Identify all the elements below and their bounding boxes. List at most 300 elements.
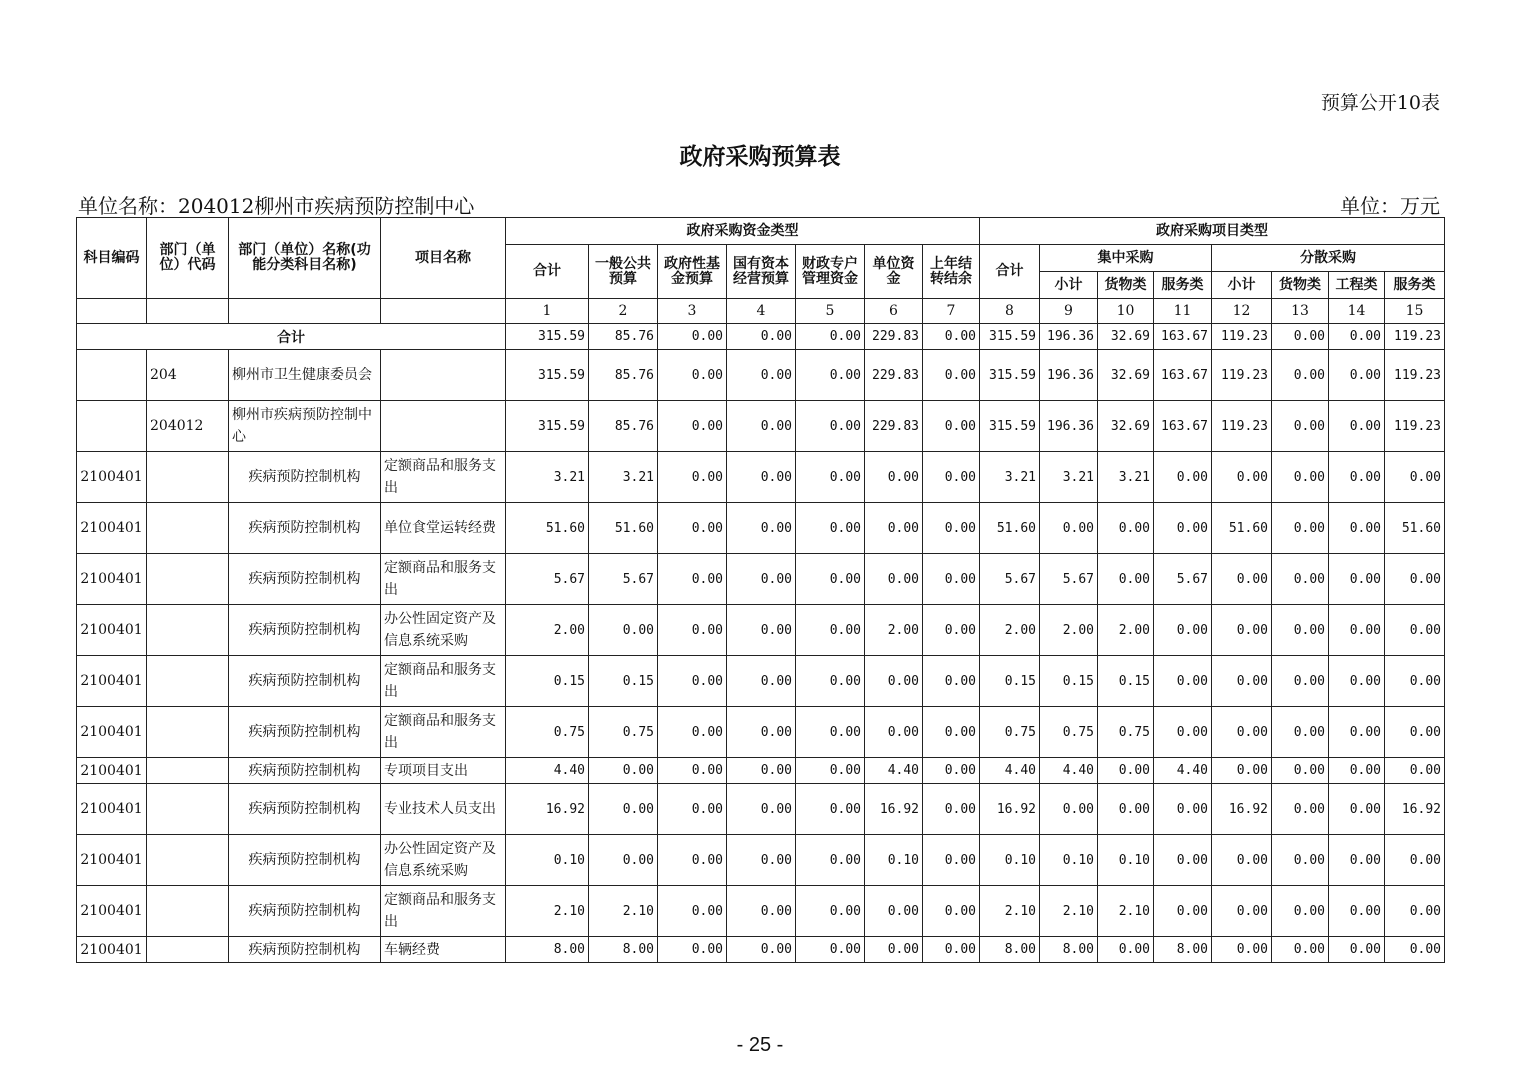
value-cell: 315.59: [980, 401, 1040, 452]
col-unit-fund: 单位资金: [865, 245, 923, 299]
dept-code-cell: 204: [147, 350, 229, 401]
value-cell: 3.21: [506, 452, 589, 503]
unit-name: 单位名称：204012柳州市疾病预防控制中心: [78, 194, 475, 218]
value-cell: 0.00: [1272, 784, 1329, 835]
value-cell: 163.67: [1154, 401, 1212, 452]
value-cell: 51.60: [980, 503, 1040, 554]
value-cell: 0.00: [1154, 656, 1212, 707]
subject-code-cell: 2100401: [77, 554, 147, 605]
value-cell: 0.00: [1272, 835, 1329, 886]
page-number: - 25 -: [736, 1034, 784, 1056]
page-title: 政府采购预算表: [679, 144, 841, 170]
value-cell: 16.92: [980, 784, 1040, 835]
value-cell: 0.00: [1212, 835, 1272, 886]
value-cell: 5.67: [980, 554, 1040, 605]
value-cell: 0.00: [658, 554, 727, 605]
col-group-fund-type: 政府采购资金类型: [506, 218, 980, 245]
value-cell: 0.00: [1272, 937, 1329, 963]
value-cell: 0.15: [506, 656, 589, 707]
subject-code-cell: 2100401: [77, 886, 147, 937]
value-cell: 0.00: [1272, 554, 1329, 605]
value-cell: 0.00: [796, 401, 865, 452]
value-cell: 0.00: [658, 656, 727, 707]
subject-code-cell: 2100401: [77, 707, 147, 758]
spacer-cell: [77, 299, 147, 324]
value-cell: 0.00: [1329, 835, 1385, 886]
value-cell: 51.60: [589, 503, 658, 554]
value-cell: 119.23: [1212, 401, 1272, 452]
value-cell: 0.00: [796, 707, 865, 758]
value-cell: 0.00: [1272, 401, 1329, 452]
column-number: 10: [1098, 299, 1154, 324]
value-cell: 0.00: [1329, 503, 1385, 554]
value-cell: 0.00: [865, 554, 923, 605]
table-row: [77, 656, 1445, 707]
value-cell: 0.00: [589, 835, 658, 886]
col-general-budget: 一般公共预算: [589, 245, 658, 299]
value-cell: 0.00: [865, 707, 923, 758]
value-cell: 85.76: [589, 350, 658, 401]
col-project-name: 项目名称: [381, 218, 506, 299]
value-cell: 119.23: [1385, 401, 1445, 452]
value-cell: 0.75: [589, 707, 658, 758]
value-cell: 0.00: [727, 401, 796, 452]
value-cell: 5.67: [506, 554, 589, 605]
table-row: [77, 937, 1445, 963]
subject-code-cell: 2100401: [77, 452, 147, 503]
value-cell: 0.00: [1098, 758, 1154, 784]
subject-code-cell: 2100401: [77, 605, 147, 656]
value-cell: 0.00: [727, 656, 796, 707]
value-cell: 0.00: [1098, 503, 1154, 554]
column-number: 4: [727, 299, 796, 324]
value-cell: 0.00: [1154, 605, 1212, 656]
value-cell: 0.00: [658, 350, 727, 401]
total-value-cell: 119.23: [1385, 324, 1445, 350]
dept-code-cell: [147, 758, 229, 784]
value-cell: 0.00: [1329, 656, 1385, 707]
dept-name-cell: 柳州市卫生健康委员会: [229, 350, 381, 401]
table-row: [77, 886, 1445, 937]
table-row: [77, 835, 1445, 886]
dept-code-cell: [147, 937, 229, 963]
spacer-cell: [381, 299, 506, 324]
value-cell: 0.00: [727, 937, 796, 963]
value-cell: 229.83: [865, 401, 923, 452]
total-value-cell: 0.00: [658, 324, 727, 350]
procurement-budget-table: [76, 217, 1445, 963]
value-cell: 0.00: [796, 835, 865, 886]
project-name-cell: 单位食堂运转经费: [381, 503, 506, 554]
subject-code-cell: 2100401: [77, 937, 147, 963]
value-cell: 0.00: [1098, 937, 1154, 963]
value-cell: 4.40: [1040, 758, 1098, 784]
subject-code-cell: 2100401: [77, 656, 147, 707]
project-name-cell: 定额商品和服务支出: [381, 656, 506, 707]
value-cell: 0.00: [923, 605, 980, 656]
value-cell: 5.67: [1154, 554, 1212, 605]
table-body: [77, 324, 1445, 963]
value-cell: 16.92: [1385, 784, 1445, 835]
value-cell: 2.00: [1040, 605, 1098, 656]
total-value-cell: 315.59: [980, 324, 1040, 350]
value-cell: 16.92: [865, 784, 923, 835]
column-number: 11: [1154, 299, 1212, 324]
value-cell: 0.00: [865, 452, 923, 503]
dept-name-cell: 疾病预防控制机构: [229, 835, 381, 886]
value-cell: 0.75: [980, 707, 1040, 758]
value-cell: 16.92: [1212, 784, 1272, 835]
subject-code-cell: 2100401: [77, 835, 147, 886]
value-cell: 163.67: [1154, 350, 1212, 401]
value-cell: 0.00: [658, 886, 727, 937]
value-cell: 315.59: [506, 350, 589, 401]
value-cell: 0.00: [1098, 784, 1154, 835]
value-cell: 0.00: [1385, 937, 1445, 963]
col-scattered-services: 服务类: [1385, 272, 1445, 299]
col-group-central: 集中采购: [1040, 245, 1212, 272]
col-group-project-type: 政府采购项目类型: [980, 218, 1445, 245]
col-dept-code: 部门（单位）代码: [147, 218, 229, 299]
value-cell: 8.00: [506, 937, 589, 963]
total-value-cell: 0.00: [1272, 324, 1329, 350]
value-cell: 8.00: [980, 937, 1040, 963]
value-cell: 0.75: [1040, 707, 1098, 758]
value-cell: 0.00: [796, 350, 865, 401]
value-cell: 0.00: [1040, 503, 1098, 554]
value-cell: 0.00: [1154, 835, 1212, 886]
value-cell: 0.00: [796, 784, 865, 835]
value-cell: 32.69: [1098, 401, 1154, 452]
dept-name-cell: 疾病预防控制机构: [229, 656, 381, 707]
table-row: [77, 452, 1445, 503]
dept-name-cell: 柳州市疾病预防控制中心: [229, 401, 381, 452]
column-number: 1: [506, 299, 589, 324]
value-cell: 0.00: [923, 784, 980, 835]
value-cell: 0.00: [1212, 886, 1272, 937]
value-cell: 0.00: [865, 503, 923, 554]
column-number-row: [77, 299, 1445, 324]
dept-code-cell: [147, 707, 229, 758]
col-dept-name: 部门（单位）名称(功能分类科目名称): [229, 218, 381, 299]
value-cell: 0.00: [1212, 605, 1272, 656]
value-cell: 0.10: [1098, 835, 1154, 886]
value-cell: 2.10: [1098, 886, 1154, 937]
value-cell: 0.00: [727, 554, 796, 605]
value-cell: 0.00: [658, 605, 727, 656]
value-cell: 0.10: [980, 835, 1040, 886]
col-scattered-works: 工程类: [1329, 272, 1385, 299]
value-cell: 0.10: [1040, 835, 1098, 886]
dept-code-cell: 204012: [147, 401, 229, 452]
value-cell: 0.00: [1329, 937, 1385, 963]
value-cell: 0.00: [727, 503, 796, 554]
value-cell: 0.00: [1098, 554, 1154, 605]
table-row: [77, 758, 1445, 784]
dept-code-cell: [147, 554, 229, 605]
value-cell: 0.00: [1329, 452, 1385, 503]
total-row: [77, 324, 1445, 350]
project-name-cell: 车辆经费: [381, 937, 506, 963]
value-cell: 0.00: [1154, 707, 1212, 758]
value-cell: 0.00: [1212, 758, 1272, 784]
total-value-cell: 0.00: [923, 324, 980, 350]
value-cell: 0.15: [1098, 656, 1154, 707]
table-row: [77, 784, 1445, 835]
value-cell: 0.00: [1329, 350, 1385, 401]
value-cell: 0.00: [1385, 605, 1445, 656]
col-scattered-goods: 货物类: [1272, 272, 1329, 299]
value-cell: 51.60: [506, 503, 589, 554]
value-cell: 0.00: [1329, 886, 1385, 937]
value-cell: 229.83: [865, 350, 923, 401]
col-gov-fund: 政府性基金预算: [658, 245, 727, 299]
column-number: 14: [1329, 299, 1385, 324]
value-cell: 119.23: [1385, 350, 1445, 401]
col-central-goods: 货物类: [1098, 272, 1154, 299]
value-cell: 0.00: [1212, 452, 1272, 503]
total-value-cell: 0.00: [1329, 324, 1385, 350]
value-cell: 2.10: [980, 886, 1040, 937]
subject-code-cell: 2100401: [77, 503, 147, 554]
column-number: 8: [980, 299, 1040, 324]
value-cell: 0.00: [1212, 656, 1272, 707]
total-value-cell: 85.76: [589, 324, 658, 350]
value-cell: 0.00: [1272, 707, 1329, 758]
table-row: [77, 350, 1445, 401]
value-cell: 0.00: [1272, 886, 1329, 937]
value-cell: 2.00: [980, 605, 1040, 656]
value-cell: 0.00: [796, 656, 865, 707]
value-cell: 0.00: [1385, 452, 1445, 503]
value-cell: 0.00: [1329, 707, 1385, 758]
total-value-cell: 315.59: [506, 324, 589, 350]
subject-code-cell: [77, 350, 147, 401]
value-cell: 0.00: [658, 835, 727, 886]
value-cell: 0.00: [1385, 707, 1445, 758]
value-cell: 4.40: [980, 758, 1040, 784]
value-cell: 4.40: [865, 758, 923, 784]
column-number: 6: [865, 299, 923, 324]
value-cell: 0.00: [796, 452, 865, 503]
value-cell: 0.00: [923, 707, 980, 758]
value-cell: 196.36: [1040, 401, 1098, 452]
column-number: 3: [658, 299, 727, 324]
value-cell: 0.00: [1154, 452, 1212, 503]
value-cell: 8.00: [1154, 937, 1212, 963]
value-cell: 0.00: [923, 835, 980, 886]
value-cell: 0.00: [1272, 656, 1329, 707]
value-cell: 0.15: [589, 656, 658, 707]
col-state-capital: 国有资本经营预算: [727, 245, 796, 299]
value-cell: 119.23: [1212, 350, 1272, 401]
value-cell: 32.69: [1098, 350, 1154, 401]
value-cell: 0.00: [1329, 758, 1385, 784]
value-cell: 0.00: [923, 452, 980, 503]
dept-code-cell: [147, 503, 229, 554]
value-cell: 315.59: [506, 401, 589, 452]
value-cell: 4.40: [1154, 758, 1212, 784]
value-cell: 0.00: [727, 605, 796, 656]
column-number: 13: [1272, 299, 1329, 324]
value-cell: 2.00: [865, 605, 923, 656]
column-number: 7: [923, 299, 980, 324]
project-name-cell: 定额商品和服务支出: [381, 452, 506, 503]
value-cell: 0.00: [1040, 784, 1098, 835]
value-cell: 0.00: [796, 758, 865, 784]
value-cell: 0.00: [589, 758, 658, 784]
value-cell: 0.00: [1272, 758, 1329, 784]
project-name-cell: 办公性固定资产及信息系统采购: [381, 605, 506, 656]
total-value-cell: 0.00: [727, 324, 796, 350]
dept-name-cell: 疾病预防控制机构: [229, 937, 381, 963]
value-cell: 0.15: [980, 656, 1040, 707]
project-name-cell: 定额商品和服务支出: [381, 707, 506, 758]
subject-code-cell: 2100401: [77, 784, 147, 835]
value-cell: 0.00: [658, 937, 727, 963]
value-cell: 0.00: [923, 937, 980, 963]
table-row: [77, 554, 1445, 605]
value-cell: 5.67: [1040, 554, 1098, 605]
value-cell: 0.00: [1385, 835, 1445, 886]
dept-code-cell: [147, 886, 229, 937]
value-cell: 0.00: [727, 707, 796, 758]
value-cell: 85.76: [589, 401, 658, 452]
value-cell: 0.00: [658, 503, 727, 554]
value-cell: 0.00: [1272, 503, 1329, 554]
total-value-cell: 229.83: [865, 324, 923, 350]
value-cell: 51.60: [1212, 503, 1272, 554]
value-cell: 0.00: [1385, 886, 1445, 937]
value-cell: 2.00: [506, 605, 589, 656]
col-central-services: 服务类: [1154, 272, 1212, 299]
value-cell: 0.00: [658, 707, 727, 758]
column-number: 9: [1040, 299, 1098, 324]
value-cell: 0.00: [658, 784, 727, 835]
value-cell: 0.00: [923, 350, 980, 401]
value-cell: 0.00: [796, 886, 865, 937]
value-cell: 0.00: [923, 503, 980, 554]
value-cell: 0.75: [1098, 707, 1154, 758]
value-cell: 0.00: [589, 784, 658, 835]
column-number: 12: [1212, 299, 1272, 324]
value-cell: 0.00: [1329, 784, 1385, 835]
dept-name-cell: 疾病预防控制机构: [229, 886, 381, 937]
dept-name-cell: 疾病预防控制机构: [229, 707, 381, 758]
value-cell: 0.00: [1272, 605, 1329, 656]
project-name-cell: 定额商品和服务支出: [381, 554, 506, 605]
value-cell: 0.00: [1385, 554, 1445, 605]
value-cell: 0.00: [923, 554, 980, 605]
value-cell: 8.00: [1040, 937, 1098, 963]
value-cell: 0.00: [796, 605, 865, 656]
value-cell: 0.00: [796, 503, 865, 554]
value-cell: 0.00: [727, 452, 796, 503]
value-cell: 0.00: [727, 350, 796, 401]
currency-unit: 单位：万元: [1340, 194, 1440, 218]
subject-code-cell: [77, 401, 147, 452]
dept-name-cell: 疾病预防控制机构: [229, 784, 381, 835]
total-value-cell: 163.67: [1154, 324, 1212, 350]
dept-name-cell: 疾病预防控制机构: [229, 503, 381, 554]
dept-code-cell: [147, 835, 229, 886]
value-cell: 0.00: [865, 886, 923, 937]
total-value-cell: 196.36: [1040, 324, 1098, 350]
total-label: 合计: [77, 324, 506, 350]
value-cell: 0.00: [923, 401, 980, 452]
value-cell: 0.00: [1154, 784, 1212, 835]
project-name-cell: 专业技术人员支出: [381, 784, 506, 835]
col-central-subtotal: 小计: [1040, 272, 1098, 299]
value-cell: 0.00: [727, 835, 796, 886]
value-cell: 0.00: [658, 758, 727, 784]
value-cell: 0.00: [1272, 452, 1329, 503]
value-cell: 4.40: [506, 758, 589, 784]
value-cell: 0.00: [923, 656, 980, 707]
table-row: [77, 707, 1445, 758]
value-cell: 0.00: [865, 937, 923, 963]
value-cell: 0.00: [923, 886, 980, 937]
value-cell: 0.00: [1272, 350, 1329, 401]
project-name-cell: 办公性固定资产及信息系统采购: [381, 835, 506, 886]
value-cell: 0.00: [1212, 937, 1272, 963]
col-scattered-subtotal: 小计: [1212, 272, 1272, 299]
value-cell: 0.00: [796, 937, 865, 963]
column-number: 2: [589, 299, 658, 324]
dept-code-cell: [147, 605, 229, 656]
value-cell: 0.00: [923, 758, 980, 784]
value-cell: 0.00: [1385, 758, 1445, 784]
value-cell: 2.10: [589, 886, 658, 937]
project-name-cell: 专项项目支出: [381, 758, 506, 784]
value-cell: 315.59: [980, 350, 1040, 401]
value-cell: 0.00: [727, 886, 796, 937]
value-cell: 0.00: [727, 784, 796, 835]
value-cell: 0.75: [506, 707, 589, 758]
value-cell: 2.00: [1098, 605, 1154, 656]
value-cell: 0.00: [658, 452, 727, 503]
spacer-cell: [147, 299, 229, 324]
col-special-account: 财政专户管理资金: [796, 245, 865, 299]
value-cell: 8.00: [589, 937, 658, 963]
dept-name-cell: 疾病预防控制机构: [229, 605, 381, 656]
value-cell: 5.67: [589, 554, 658, 605]
total-value-cell: 0.00: [796, 324, 865, 350]
value-cell: 0.00: [1154, 503, 1212, 554]
value-cell: 0.00: [865, 656, 923, 707]
value-cell: 3.21: [980, 452, 1040, 503]
value-cell: 0.00: [1385, 656, 1445, 707]
col-carryover: 上年结转结余: [923, 245, 980, 299]
value-cell: 0.10: [506, 835, 589, 886]
dept-code-cell: [147, 656, 229, 707]
value-cell: 0.00: [1329, 554, 1385, 605]
col-subject-code: 科目编码: [77, 218, 147, 299]
value-cell: 3.21: [1040, 452, 1098, 503]
table-row: [77, 401, 1445, 452]
table-row: [77, 503, 1445, 554]
dept-name-cell: 疾病预防控制机构: [229, 758, 381, 784]
column-number: 15: [1385, 299, 1445, 324]
value-cell: 0.00: [1329, 605, 1385, 656]
table-row: [77, 605, 1445, 656]
col-project-total: 合计: [980, 245, 1040, 299]
project-name-cell: [381, 401, 506, 452]
col-group-scattered: 分散采购: [1212, 245, 1445, 272]
value-cell: 3.21: [589, 452, 658, 503]
spacer-cell: [229, 299, 381, 324]
total-value-cell: 32.69: [1098, 324, 1154, 350]
